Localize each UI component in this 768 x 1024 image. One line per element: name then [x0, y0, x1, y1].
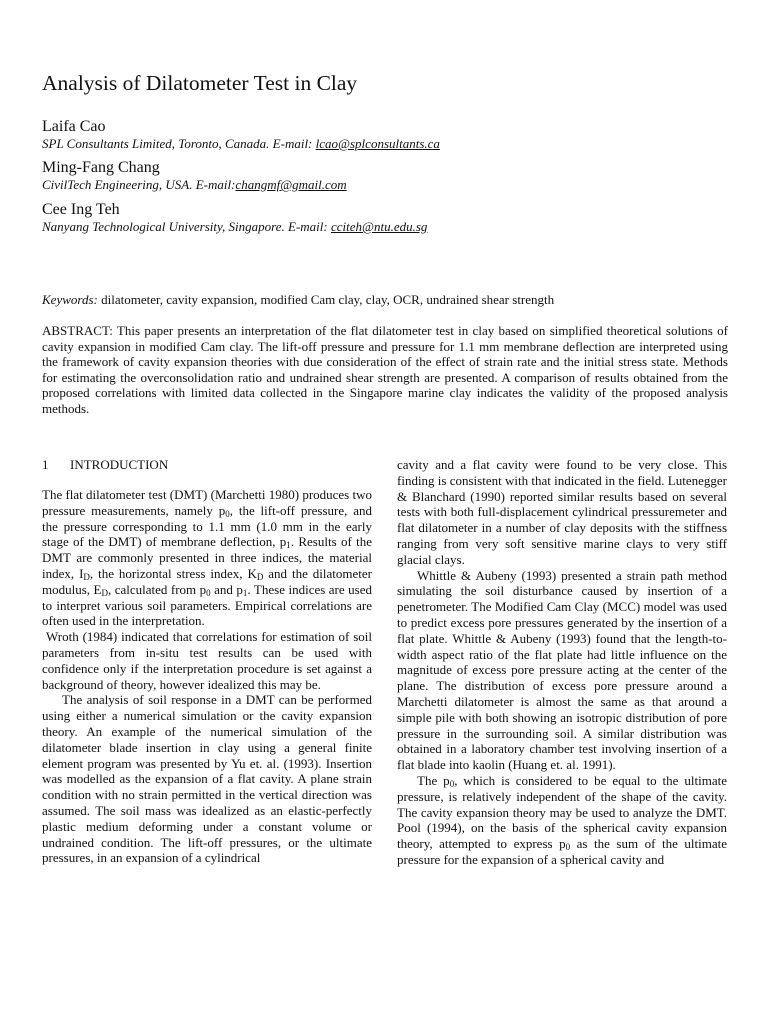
paragraph: Whittle & Aubeny (1993) presented a strain path method simulating the soil disturbance caused by insertion of a penetrometer. The Modified Cam Clay (MCC) model was used to predict excess pore pressures generated by the insertion of a flat plate. Whittle & Aubeny (1993) found that the length-to-width aspect ratio of the flat plate had little influence on the magnitude of excess pore pressure acting at the center of the plane. The distribution of excess pore pressure around a Marchetti dilatometer is almost the same as that around a simple pile with both showing an isotropic distribution of pore pressure in the surrounding soil. A similar distribution was obtained in a laboratory chamber test involving insertion of a flat blade into kaolin (Huang et. al. 1991).: [397, 567, 727, 773]
author-2: [42, 158, 742, 193]
left-column: [42, 457, 372, 866]
author-affiliation: Nanyang Technological University, Singapore. E-mail: cciteh@ntu.edu.sg: [42, 219, 428, 234]
author-email-link[interactable]: lcao@splconsultants.ca: [315, 136, 440, 151]
author-1: [42, 117, 742, 152]
paragraph: The analysis of soil response in a DMT can be performed using either a numerical simulation or the cavity expansion theory. An example of the numerical simulation of the dilatometer blade insertion in clay using a general finite element program was presented by Yu et. al. (1993). Insertion was modelled as the expansion of a flat cavity. A plane strain condition with no strain permitted in the vertical direction was assumed. The soil mass was idealized as an elastic-perfectly plastic medium deforming under a constant volume or undrained condition. The lift-off pressures, or the ultimate pressures, in an expansion of a cylindrical: [42, 692, 372, 866]
right-column: [397, 457, 727, 868]
paragraph: The $p_0$, which is considered to be equal to the ultimate pressure, is relatively independent of the shape of the cavity. The cavity expansion theory may be used to analyze the DMT. Pool (1994), on the basis of the spherical cavity expansion theory, attempted to express $p_0$ as the sum of the ultimate pressure for the expansion of a spherical cavity and: [397, 772, 727, 867]
paper-title: Analysis of Dilatometer Test in Clay: [42, 71, 358, 95]
author-email-link[interactable]: cciteh@ntu.edu.sg: [330, 219, 428, 234]
paragraph: Wroth (1984) indicated that correlations for estimation of soil parameters from in-situ test results can be used with confidence only if the interpretation procedure is set against a background of theory, however idealized this may be.: [42, 629, 372, 692]
author-affiliation: CivilTech Engineering, USA. E-mail:changmf@gmail.com: [42, 177, 347, 192]
section-title: INTRODUCTION: [70, 457, 169, 472]
section-heading: [42, 457, 372, 473]
keywords-line: [42, 291, 732, 308]
keywords-label: Keywords:: [42, 292, 98, 307]
author-name: Laifa Cao: [42, 118, 106, 135]
abstract: ABSTRACT: This paper presents an interpretation of the flat dilatometer test in clay based on simplified theoretical solutions of cavity expansion in modified Cam clay. The lift-off pressure and pressure for 1.1 mm membrane deflection are interpreted using the framework of cavity expansion theories with due consideration of the effect of strain rate and the initial stress state. Methods for estimating the overconsolidation ratio and undrained shear strength are presented. A comparison of results obtained from the proposed correlations with limited data collected in the Singapore marine clay indicates the validity of the proposed analysis methods.: [42, 323, 728, 416]
author-affiliation: SPL Consultants Limited, Toronto, Canada. E-mail: lcao@splconsultants.ca: [42, 136, 440, 151]
section-number: 1: [42, 457, 49, 472]
author-name: Cee Ing Teh: [42, 201, 120, 218]
paragraph: cavity and a flat cavity were found to be very close. This finding is consistent with that indicated in the field. Lutenegger & Blanchard (1990) reported similar results based on several tests with both full-displacement cylindrical pressuremeter and flat dilatometer in a number of clay deposits with the stiffness ranging from very soft sensitive marine clays to very stiff glacial clays.: [397, 457, 727, 567]
paragraph: The flat dilatometer test (DMT) (Marchetti 1980) produces two pressure measurements, namely $p_0$, the lift-off pressure, and the pressure corresponding to 1.1 mm (1.0 mm in the early stage of the DMT) of membrane deflection, $p_1$. Results of the DMT are commonly presented in three indices, the material index, $I_D$, the horizontal stress index, $K_D$ and the dilatometer modulus, $E_D$, calculated from $p_0$ and $p_1$. These indices are used to interpret various soil parameters. Empirical correlations are often used in the interpretation.: [42, 487, 373, 629]
author-email-link[interactable]: changmf@gmail.com: [235, 177, 347, 192]
author-name: Ming-Fang Chang: [42, 159, 160, 176]
keywords-text: dilatometer, cavity expansion, modified Cam clay, clay, OCR, undrained shear strength: [101, 292, 555, 307]
author-3: [42, 200, 742, 235]
